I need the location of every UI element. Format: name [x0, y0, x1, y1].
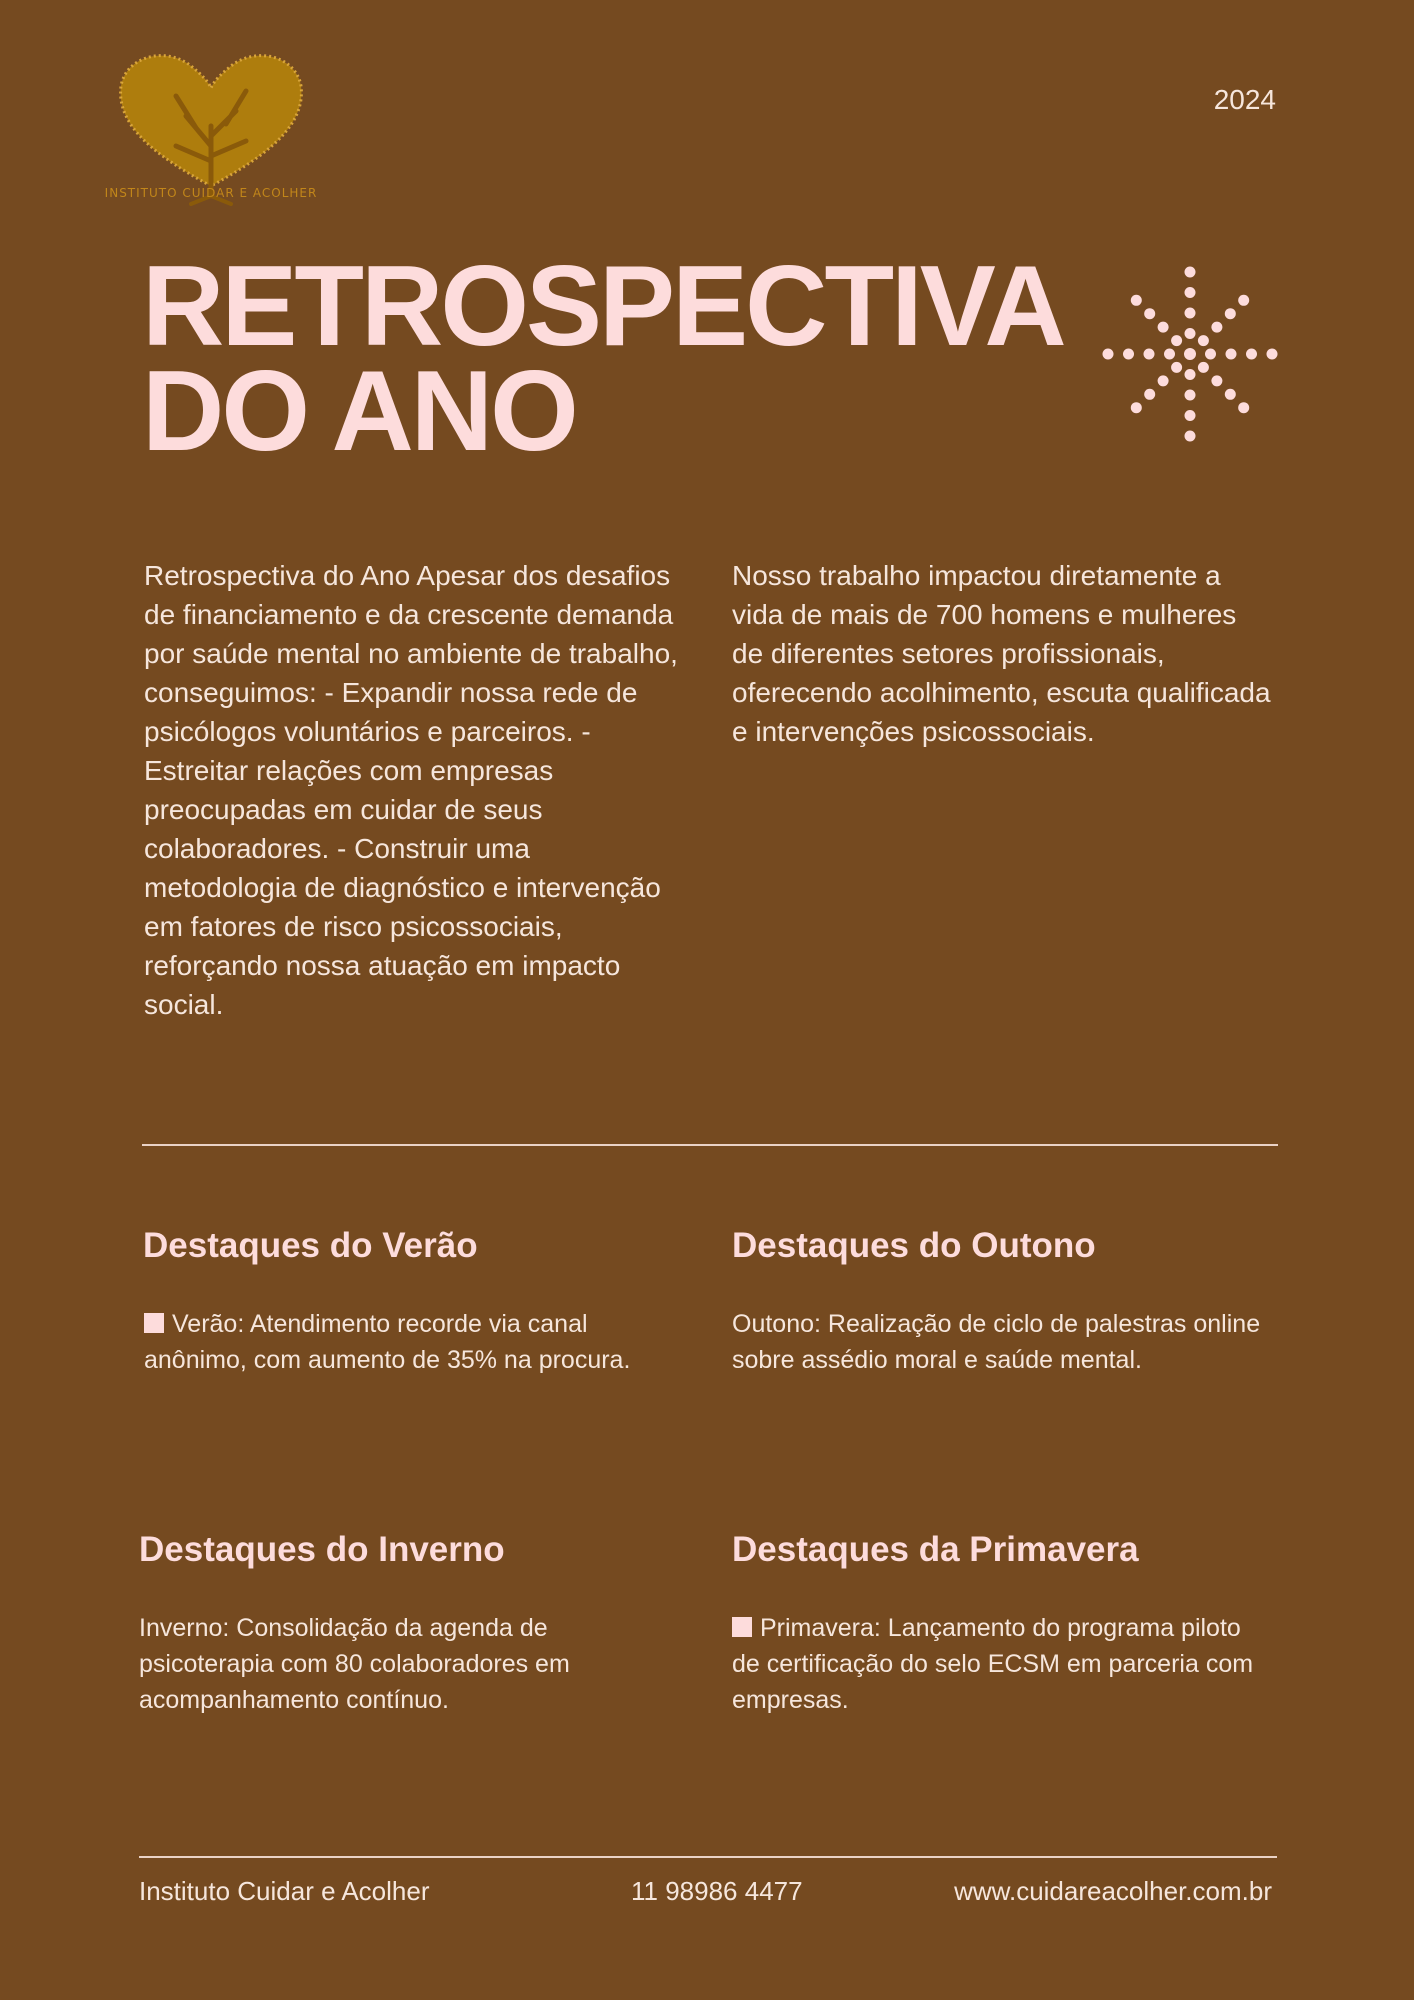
summer-highlights-body: Verão: Atendimento recorde via canal anônimo, com aumento de 35% na procura.: [144, 1310, 631, 1374]
sparkle-dot: [1198, 362, 1209, 373]
sparkle-dot: [1211, 375, 1222, 386]
sparkle-dot: [1184, 348, 1196, 360]
sparkle-dot: [1144, 349, 1155, 360]
sparkle-dot: [1158, 322, 1169, 333]
footer-divider: [139, 1856, 1277, 1858]
sparkle-dot: [1185, 410, 1196, 421]
sparkle-dot: [1123, 349, 1134, 360]
sparkle-dot: [1131, 295, 1142, 306]
sparkle-dot: [1144, 389, 1155, 400]
sparkle-dot: [1144, 308, 1155, 319]
square-bullet-icon: [144, 1313, 164, 1333]
sparkle-dot: [1185, 287, 1196, 298]
section-divider: [142, 1144, 1278, 1146]
winter-highlights-title: Destaques do Inverno: [139, 1530, 505, 1569]
square-bullet-icon: [732, 1617, 752, 1637]
sparkle-dot: [1185, 267, 1196, 278]
page-title-line-1: RETROSPECTIVA: [142, 243, 1064, 370]
sparkle-dot: [1158, 375, 1169, 386]
sparkle-icon: [1100, 264, 1280, 444]
sparkle-dot: [1185, 369, 1196, 380]
footer-website-link[interactable]: www.cuidareacolher.com.br: [954, 1876, 1272, 1906]
sparkle-dot: [1185, 390, 1196, 401]
autumn-highlights-title: Destaques do Outono: [732, 1226, 1096, 1265]
sparkle-dot: [1238, 295, 1249, 306]
sparkle-dot: [1185, 308, 1196, 319]
summer-highlights-text: [144, 1306, 644, 1378]
winter-highlights-text: Inverno: Consolidação da agenda de psicoterapia com 80 colaboradores em acompanhamento contínuo.: [139, 1614, 570, 1714]
sparkle-dot: [1205, 349, 1216, 360]
sparkle-dot: [1238, 402, 1249, 413]
sparkle-dot: [1226, 349, 1237, 360]
sparkle-dot: [1103, 349, 1114, 360]
sparkle-dot: [1171, 335, 1182, 346]
footer-phone[interactable]: 11 98986 4477: [631, 1876, 803, 1906]
sparkle-dot: [1131, 402, 1142, 413]
sparkle-dot: [1267, 349, 1278, 360]
spring-highlights-text: [732, 1610, 1272, 1718]
sparkle-dot: [1171, 362, 1182, 373]
year-label: 2024: [1213, 84, 1276, 115]
spring-highlights-title: Destaques da Primavera: [732, 1530, 1139, 1569]
sparkle-dot: [1246, 349, 1257, 360]
sparkle-dot: [1198, 335, 1209, 346]
intro-paragraph-right: Nosso trabalho impactou diretamente a vida de mais de 700 homens e mulheres de diferentes setores profissionais, oferecendo acolhimento, escuta qualificada e intervenções psicossociais.: [732, 560, 1271, 747]
sparkle-dot: [1185, 431, 1196, 442]
sparkle-dot: [1211, 322, 1222, 333]
summer-highlights-title: Destaques do Verão: [143, 1226, 478, 1265]
sparkle-dot: [1164, 349, 1175, 360]
footer-organization: Instituto Cuidar e Acolher: [139, 1876, 430, 1906]
heart-tree-logo-icon: [96, 36, 326, 206]
sparkle-dot: [1225, 308, 1236, 319]
spring-highlights-body: Primavera: Lançamento do programa piloto de certificação do selo ECSM em parceria com empresas.: [732, 1614, 1254, 1714]
logo-text: INSTITUTO CUIDAR E ACOLHER: [104, 186, 318, 200]
sparkle-dot: [1225, 389, 1236, 400]
page-title-line-2: DO ANO: [142, 348, 576, 475]
intro-paragraph-left: Retrospectiva do Ano Apesar dos desafios de financiamento e da crescente demanda por saúde mental no ambiente de trabalho, conseguimos: - Expandir nossa rede de psicólogos voluntários e parceiros. - Estreitar relações com empresas preocupadas em cuidar de seus colaboradores. - Construir uma metodologia de diagnóstico e intervenção em fatores de risco psicossociais, reforçando nossa atuação em impacto social.: [144, 560, 678, 1020]
sparkle-dot: [1185, 328, 1196, 339]
autumn-highlights-text: Outono: Realização de ciclo de palestras online sobre assédio moral e saúde mental.: [732, 1310, 1261, 1374]
